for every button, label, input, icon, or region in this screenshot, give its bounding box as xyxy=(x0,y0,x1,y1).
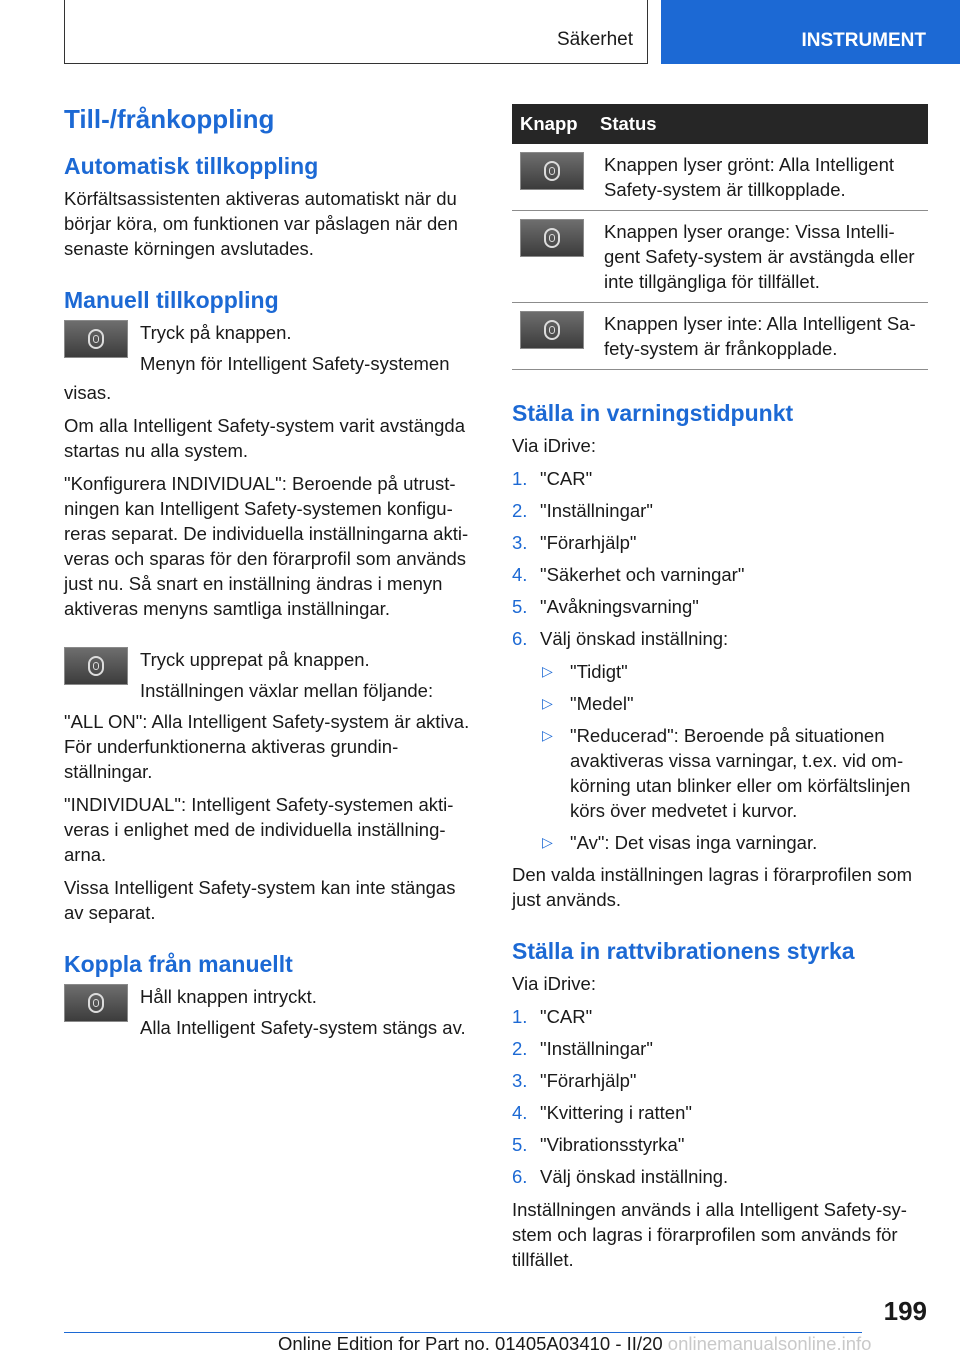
repeat-step2: Inställningen växlar mellan följande: xyxy=(140,680,434,701)
left-column xyxy=(64,100,476,1046)
list-item: 1. "CAR" xyxy=(512,468,593,489)
list-item: 2. "Inställningar" xyxy=(512,500,653,521)
warn-after: Den valda inställningen lagras i förarprofilen som just används. xyxy=(512,864,913,910)
list-item: 4. "Säkerhet och varningar" xyxy=(512,564,745,585)
repeat-step xyxy=(64,647,476,703)
manual-p1: Om alla Intelligent Safety-system varit avstängda startas nu alla system. xyxy=(64,415,466,461)
table-header xyxy=(512,104,928,144)
manual-step2: Menyn för Intelligent Safety-systemen xyxy=(140,353,450,374)
list-item: ▷ "Av": Det visas inga varningar. xyxy=(542,832,818,853)
manual-step1: Tryck på knappen. xyxy=(140,322,292,343)
manual-p2: "Konfigurera INDIVIDUAL": Beroende på utrustningen kan Intelligent Safety-systemen konfigureras separat. De individuella inställningarna aktiveras och sparas för den förarprofil som används just nu. Så snart en inställning ändras i menyn aktiveras menyns samtliga inställningar. xyxy=(64,473,469,619)
auto-text: Körfältsassistenten aktiveras automatiskt när du börjar köra, om funktionen var påslagen när den senaste körningen avslutades. xyxy=(64,188,458,259)
list-item: 2. "Inställningar" xyxy=(512,1038,653,1059)
col-status: Status xyxy=(596,104,928,144)
status-cell: Knappen lyser inte: Alla Intelligent Safety-system är frånkopplade. xyxy=(596,303,928,370)
off-step2: Alla Intelligent Safety-system stängs av. xyxy=(140,1017,466,1038)
page-number: 199 xyxy=(883,1296,927,1326)
vib-after: Inställningen används i alla Intelligent Safety-system och lagras i förarprofilen som används för tillfället. xyxy=(512,1199,907,1270)
status-table xyxy=(512,104,928,370)
manual-step2-cont: visas. xyxy=(64,382,112,403)
warn-via: Via iDrive: xyxy=(512,435,596,456)
table-row xyxy=(512,211,928,303)
list-item: 6. Välj önskad inställning. xyxy=(512,1166,729,1187)
warn-steps xyxy=(512,466,928,651)
safety-button-icon xyxy=(520,152,584,190)
triangle-right-icon: ▷ xyxy=(542,834,553,850)
chapter-tab-label: INSTRUMENT xyxy=(801,30,926,51)
list-item: 3. "Förarhjälp" xyxy=(512,532,637,553)
off-heading: Koppla från manuellt xyxy=(64,951,293,977)
vib-steps xyxy=(512,1004,928,1189)
page-title: Till-/frånkoppling xyxy=(64,104,275,134)
off-step xyxy=(64,984,476,1040)
table-row xyxy=(512,303,928,370)
col-knapp: Knapp xyxy=(512,104,596,144)
triangle-right-icon: ▷ xyxy=(542,727,553,743)
watermark: onlinemanualsonline.info xyxy=(667,1333,872,1354)
warn-heading: Ställa in varningstidpunkt xyxy=(512,400,794,426)
status-cell: Knappen lyser orange: Vissa Intelligent Safety-system är avstängda eller inte tillgängliga för tillfället. xyxy=(596,211,928,303)
section-tab-label: Säkerhet xyxy=(556,29,633,50)
edition-text: Online Edition for Part no. 01405A03410 - II/20 xyxy=(278,1333,663,1354)
triangle-right-icon: ▷ xyxy=(542,663,553,679)
right-column xyxy=(512,100,928,1280)
safety-button-icon xyxy=(520,311,584,349)
repeat-step1: Tryck upprepat på knappen. xyxy=(140,649,370,670)
all-on-text: "ALL ON": Alla Intelligent Safety-system är aktiva. För underfunktionerna aktiveras grundinställningar. xyxy=(64,711,470,782)
list-item: ▷ "Reducerad": Beroende på situationen avaktiveras vissa varningar, t.ex. vid omkörning utan blinker eller om körfältslinjen körs över medvetet i kurvor. xyxy=(542,725,911,821)
safety-button-icon xyxy=(520,219,584,257)
list-item: ▷ "Tidigt" xyxy=(542,661,628,682)
table-row xyxy=(512,144,928,211)
manual-heading: Manuell tillkoppling xyxy=(64,287,279,313)
list-item: 1. "CAR" xyxy=(512,1006,593,1027)
individual-text: "INDIVIDUAL": Intelligent Safety-systemen aktiveras i enlighet med de individuella inställningarna. xyxy=(64,794,454,865)
chapter-tab[interactable] xyxy=(661,0,960,64)
auto-heading: Automatisk tillkoppling xyxy=(64,153,319,179)
safety-button-icon xyxy=(64,984,128,1022)
list-item: 5. "Vibrationsstyrka" xyxy=(512,1134,685,1155)
manual-step xyxy=(64,320,476,376)
list-item: ▷ "Medel" xyxy=(542,693,634,714)
list-item: 3. "Förarhjälp" xyxy=(512,1070,637,1091)
triangle-right-icon: ▷ xyxy=(542,695,553,711)
footer xyxy=(278,1333,871,1355)
safety-button-icon xyxy=(64,320,128,358)
vib-heading: Ställa in rattvibrationens styrka xyxy=(512,938,855,964)
safety-button-icon xyxy=(64,647,128,685)
list-item: 4. "Kvittering i ratten" xyxy=(512,1102,692,1123)
warn-options xyxy=(512,659,928,855)
list-item: 5. "Avåkningsvarning" xyxy=(512,596,699,617)
status-cell: Knappen lyser grönt: Alla Intelligent Safety-system är tillkopplade. xyxy=(596,144,928,211)
vib-via: Via iDrive: xyxy=(512,973,596,994)
note-text: Vissa Intelligent Safety-system kan inte stängas av separat. xyxy=(64,877,456,923)
list-item: 6. Välj önskad inställning: xyxy=(512,628,729,649)
section-tab[interactable] xyxy=(64,0,648,64)
off-step1: Håll knappen intryckt. xyxy=(140,986,317,1007)
